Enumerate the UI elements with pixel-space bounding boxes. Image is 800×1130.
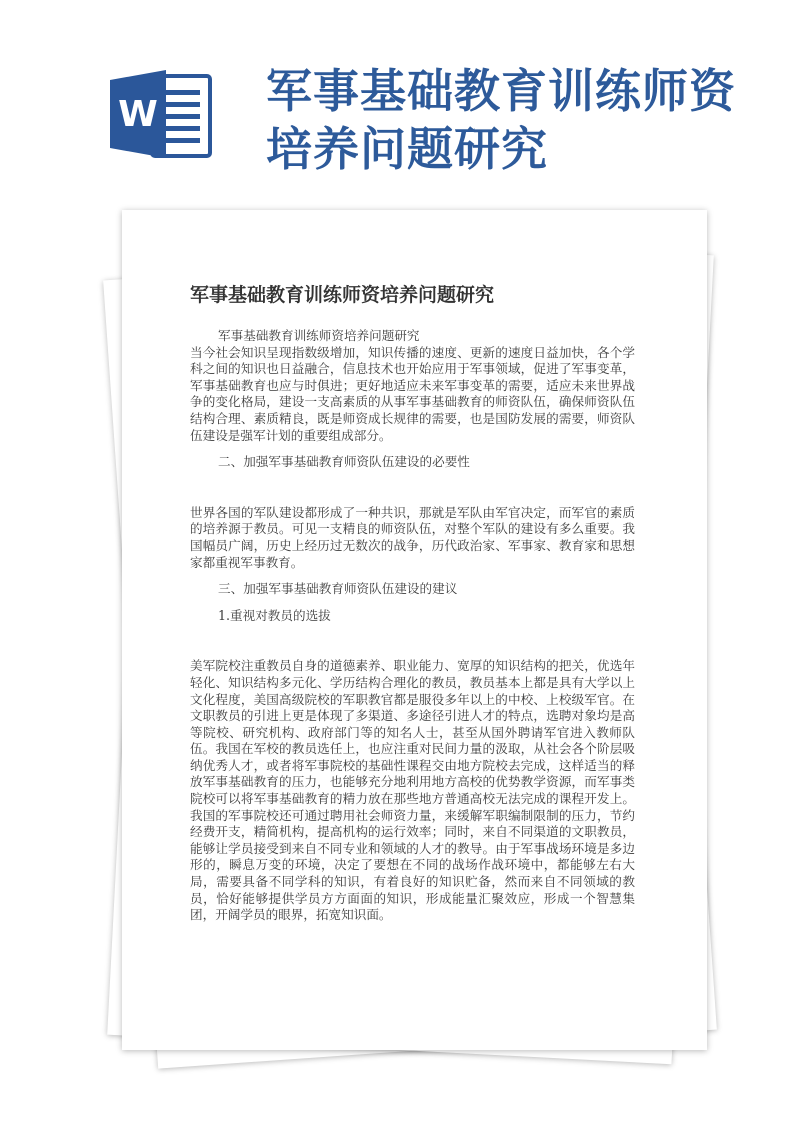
- word-icon: [108, 66, 212, 162]
- document-content: [122, 210, 707, 1050]
- section-heading: 三、加强军事基础教育师资队伍建设的建议: [218, 581, 458, 597]
- section-heading: 二、加强军事基础教育师资队伍建设的必要性: [218, 454, 470, 470]
- document-title: 军事基础教育训练师资培养问题研究: [190, 284, 495, 306]
- document-body: [190, 328, 635, 924]
- header-title: 军事基础教育训练师资培养问题研究: [266, 64, 736, 176]
- document-subtitle: 军事基础教育训练师资培养问题研究: [218, 328, 420, 343]
- word-icon-letter: W: [118, 94, 158, 135]
- subsection-heading: 1.重视对教员的选拔: [218, 607, 331, 623]
- intro-paragraph: 当今社会知识呈现指数级增加，知识传播的速度、更新的速度日益加快，各个学科之间的知识也日益融合，信息技术也开始应用于军事领域，促进了军事变革，军事基础教育也应与时俱进；更好地适应未来军事变革的需要，适应未来世界战争的变化格局，建设一支高素质的从事军事基础教育的师资队伍，确保师资队伍结构合理、素质精良，既是师资成长规律的需要，也是国防发展的需要，师资队伍建设是强军计划的重要组成部分。: [190, 344, 635, 443]
- section-paragraph: 美军院校注重教员自身的道德素养、职业能力、宽厚的知识结构的把关，优选年轻化、知识结构多元化、学历结构合理化的教员，教员基本上都是具有大学以上文化程度，美国高级院校的军职教官都是服役多年以上的中校、上校级军官。在文职教员的引进上更是体现了多渠道、多途径引进人才的特点，选聘对象均是高等院校、研究机构、政府部门等的知名人士，甚至从国外聘请军官进入教师队伍。我国在军校的教员选任上，也应注重对民间力量的汲取，从社会各个阶层吸纳优秀人才，或者将军事院校的基础性课程交由地方院校去完成，这样适当的释放军事基础教育的压力，也能够充分地利用地方高校的优势教学资源，而军事类院校可以将军事基础教育的精力放在那些地方普通高校无法完成的课程开发上。我国的军事院校还可通过聘用社会师资力量，来缓解军职编制限制的压力，节约经费开支，精简机构，提高机构的运行效率；同时，来自不同渠道的文职教员，能够让学员接受到来自不同专业和领域的人才的教导。由于军事战场环境是多边形的，瞬息万变的环境，决定了要想在不同的战场作战环境中，都能够左右大局，需要具备不同学科的知识，有着良好的知识贮备，然而来自不同领域的教员，恰好能够提供学员方方面面的知识，形成能量汇聚效应，形成一个智慧集团，开阔学员的眼界，拓宽知识面。: [190, 658, 635, 923]
- section-paragraph: 世界各国的军队建设都形成了一种共识，那就是军队由军官决定，而军官的素质的培养源于教员。可见一支精良的师资队伍，对整个军队的建设有多么重要。我国幅员广阔，历史上经历过无数次的战争，历代政治家、军事家、教育家和思想家都重视军事教育。: [190, 504, 635, 570]
